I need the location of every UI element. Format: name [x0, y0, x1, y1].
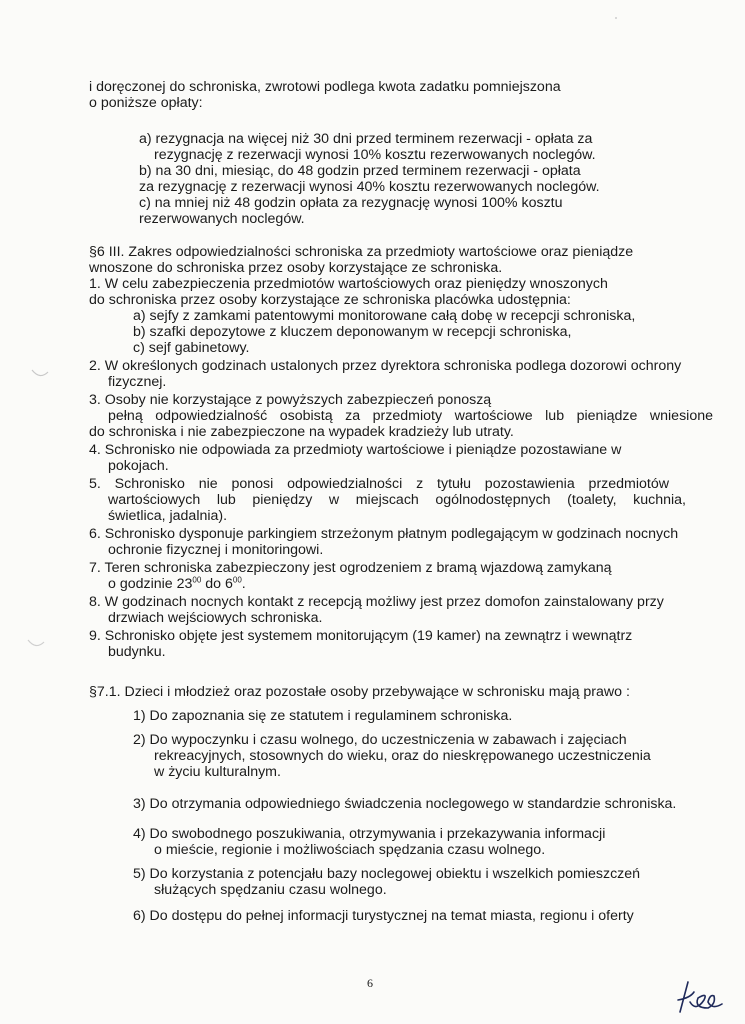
s6-item-1-line-1: 1. W celu zabezpieczenia przedmiotów wartościowych oraz pieniędzy wnoszonych: [89, 276, 608, 292]
s6-item-8-line-2: drzwiach wejściowych schroniska.: [108, 610, 323, 626]
s6-item-5-line-2: wartościowych lub pieniędzy w miejscach ogólnodostępnych (toalety, kuchnia,: [108, 492, 686, 508]
s6-item-7-line-2: [108, 576, 246, 592]
s6-heading-line-1: §6 III. Zakres odpowiedzialności schroniska za przedmioty wartościowe oraz pieniądze: [89, 244, 634, 260]
s7-item-1: 1) Do zapoznania się ze statutem i regulaminem schroniska.: [133, 708, 513, 724]
s7-item-2-line-3: w życiu kulturalnym.: [154, 764, 281, 780]
punch-hole-mark-lower: [26, 636, 46, 652]
fee-b-line-1: b) na 30 dni, miesiąc, do 48 godzin przed terminem rezerwacji - opłata: [139, 163, 581, 179]
s7-item-3: 3) Do otrzymania odpowiedniego świadczenia noclegowego w standardzie schroniska.: [133, 796, 677, 812]
s6-sub-c: c) sejf gabinetowy.: [133, 340, 250, 356]
time-text-a: o godzinie 23: [108, 576, 193, 592]
s6-item-4-line-2: pokojach.: [108, 458, 169, 474]
signature-icon: [674, 978, 726, 1018]
punch-hole-mark-upper: [30, 366, 50, 382]
s6-item-5-line-1: 5. Schronisko nie ponosi odpowiedzialności z tytułu pozostawienia przedmiotów: [89, 476, 669, 492]
s7-item-6: 6) Do dostępu do pełnej informacji turystycznej na temat miasta, regionu i oferty: [133, 908, 634, 924]
s6-item-3-line-2: pełną odpowiedzialność osobistą za przedmioty wartościowe lub pieniądze wniesione: [108, 408, 713, 424]
s7-item-2-line-2: rekreacyjnych, stosownych do wieku, oraz do nieskrępowanego uczestniczenia: [154, 748, 651, 764]
s6-item-2-line-1: 2. W określonych godzinach ustalonych przez dyrektora schroniska podlega dozorowi ochrony: [89, 358, 682, 374]
s7-item-2-line-1: 2) Do wypoczynku i czasu wolnego, do uczestniczenia w zabawach i zajęciach: [133, 732, 627, 748]
s6-item-9-line-2: budynku.: [108, 644, 166, 660]
page-number: 6: [367, 976, 373, 990]
fee-b-line-2: za rezygnację z rezerwacji wynosi 40% kosztu rezerwowanych noclegów.: [139, 179, 600, 195]
time-text-b: do 6: [201, 576, 233, 592]
s6-item-1-line-2: do schroniska przez osoby korzystające ze schroniska placówka udostępnia:: [89, 292, 571, 308]
fee-c-line-1: c) na mniej niż 48 godzin opłata za rezygnację wynosi 100% kosztu: [139, 195, 563, 211]
s6-item-7-line-1: 7. Teren schroniska zabezpieczony jest ogrodzeniem z bramą wjazdową zamykaną: [89, 560, 612, 576]
s6-item-3-line-3: do schroniska i nie zabezpieczone na wypadek kradzieży lub utraty.: [89, 424, 514, 440]
s6-item-6-line-2: ochronie fizycznej i monitoringowi.: [108, 542, 324, 558]
s6-item-9-line-1: 9. Schronisko objęte jest systemem monitorującym (19 kamer) na zewnątrz i wewnątrz: [89, 628, 633, 644]
time-sup-b: 00: [232, 575, 242, 585]
s7-item-4-line-1: 4) Do swobodnego poszukiwania, otrzymywania i przekazywania informacji: [133, 826, 606, 842]
s6-item-3-line-1: 3. Osoby nie korzystające z powyższych zabezpieczeń ponoszą: [89, 392, 492, 408]
fee-c-line-2: rezerwowanych noclegów.: [139, 211, 305, 227]
intro-line-1: i doręczonej do schroniska, zwrotowi podlega kwota zadatku pomniejszona: [89, 79, 561, 95]
fee-a-line-1: a) rezygnacja na więcej niż 30 dni przed terminem rezerwacji - opłata za: [139, 131, 593, 147]
s7-item-5-line-1: 5) Do korzystania z potencjału bazy noclegowej obiektu i wszelkich pomieszczeń: [133, 866, 641, 882]
s6-item-4-line-1: 4. Schronisko nie odpowiada za przedmioty wartościowe i pieniądze pozostawiane w: [89, 442, 622, 458]
time-text-c: .: [241, 576, 246, 592]
s7-heading: §7.1. Dzieci i młodzież oraz pozostałe osoby przebywające w schronisku mają prawo :: [89, 684, 630, 700]
s6-heading-line-2: wnoszone do schroniska przez osoby korzystające ze schroniska.: [89, 260, 503, 276]
s7-item-4-line-2: o mieście, regionie i możliwościach spędzania czasu wolnego.: [154, 842, 546, 858]
s6-item-5-line-3: świetlica, jadalnia).: [108, 508, 228, 524]
s6-sub-b: b) szafki depozytowe z kluczem deponowanym w recepcji schroniska,: [133, 324, 572, 340]
s6-item-2-line-2: fizycznej.: [108, 374, 167, 390]
s6-item-6-line-1: 6. Schronisko dysponuje parkingiem strzeżonym płatnym podlegającym w godzinach nocnych: [89, 526, 679, 542]
s6-sub-a: a) sejfy z zamkami patentowymi monitorowane całą dobę w recepcji schroniska,: [133, 308, 636, 324]
scan-speck: [615, 17, 617, 19]
s7-item-5-line-2: służących spędzaniu czasu wolnego.: [154, 882, 387, 898]
intro-line-2: o poniższe opłaty:: [89, 95, 203, 111]
s6-item-8-line-1: 8. W godzinach nocnych kontakt z recepcją możliwy jest przez domofon zainstalowany przy: [89, 594, 664, 610]
time-sup-a: 00: [192, 575, 202, 585]
fee-a-line-2: rezygnację z rezerwacji wynosi 10% kosztu rezerwowanych noclegów.: [154, 147, 596, 163]
